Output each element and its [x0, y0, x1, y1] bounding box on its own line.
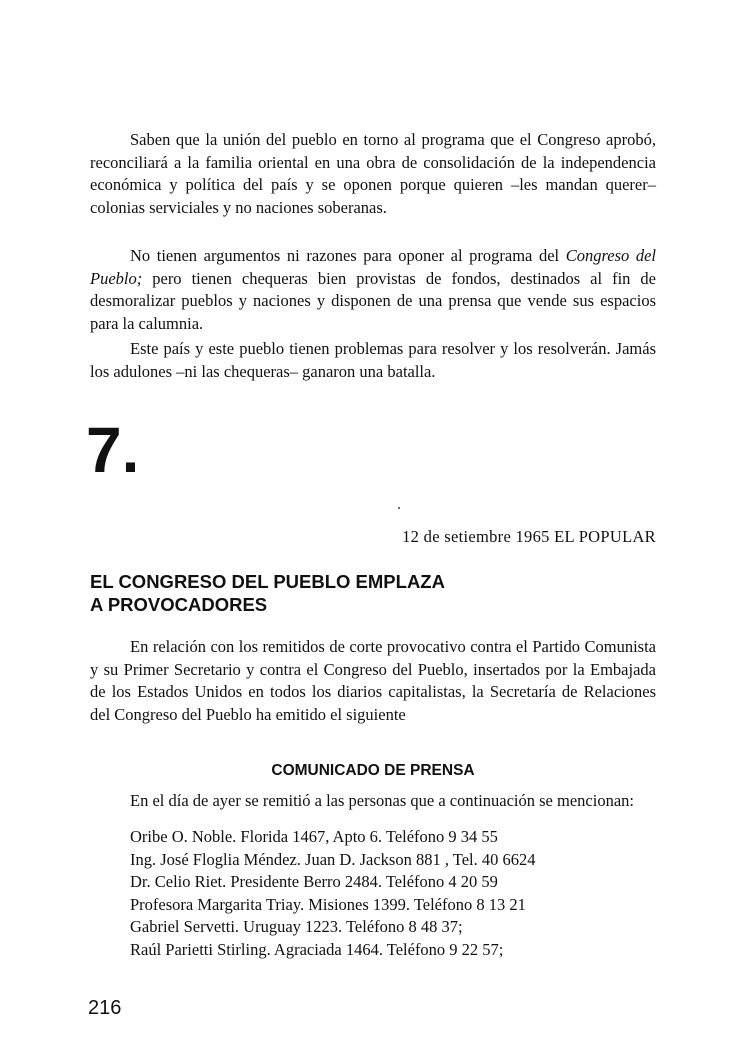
recipient-entry: Profesora Margarita Triay. Misiones 1399. Teléfono 8 13 21	[130, 894, 526, 914]
recipient-entry: Gabriel Servetti. Uruguay 1223. Teléfono 8 48 37;	[130, 917, 463, 937]
communique-heading: COMUNICADO DE PRENSA	[271, 762, 475, 779]
article-title	[90, 570, 656, 616]
paragraph-text: En relación con los remitidos de corte provocativo contra el Partido Comunista y su Primer Secretario y contra el Congreso del Pueblo, insertados por la Embajada de los Estados Unidos en todos los diarios capitalistas, la Secretaría de Relaciones del Congreso del Pueblo ha emitido el siguiente	[90, 637, 656, 724]
paragraph-text: Este país y este pueblo tienen problemas para resolver y los resolverán. Jamás los adulones –ni las chequeras– ganaron una batalla.	[90, 339, 656, 381]
paragraph-text: En el día de ayer se remitió a las personas que a continuación se mencionan:	[130, 791, 634, 810]
recipient-entry: Oribe O. Noble. Florida 1467, Apto 6. Teléfono 9 34 55	[130, 827, 498, 846]
page-number: 216	[88, 997, 122, 1019]
recipient-entry: Ing. José Floglia Méndez. Juan D. Jackson 881 , Tel. 40 6624	[130, 849, 536, 869]
article-intro-paragraph	[90, 636, 656, 726]
article-dateline: 12 de setiembre 1965 EL POPULAR	[402, 527, 656, 546]
recipient-entry: Dr. Celio Riet. Presidente Berro 2484. Teléfono 4 20 59	[130, 872, 498, 892]
paragraph-text: Saben que la unión del pueblo en torno al programa que el Congreso aprobó, reconciliará a la familia oriental en una obra de consolidación de la independencia económica y política del país y se oponen porque quieren –les mandan querer– colonias serviciales y no naciones soberanas.	[90, 130, 656, 217]
paragraph-no-tienen-argumentos	[90, 245, 656, 335]
paragraph-este-pais	[90, 338, 656, 383]
paragraph-union-del-pueblo	[90, 129, 656, 219]
paragraph-lead-text: No tienen argumentos ni razones para oponer al programa del	[130, 246, 566, 265]
paragraph-rest-text: pero tienen chequeras bien provistas de fondos, destinados al fin de desmoralizar pueblos y naciones y disponen de una prensa que vende sus espacios para la calumnia.	[90, 268, 656, 333]
article-title-line-2: A PROVOCADORES	[90, 594, 268, 615]
paragraph-italic-text: Congreso del Pueblo;	[90, 246, 657, 288]
print-speck	[398, 507, 400, 509]
recipient-list	[130, 826, 656, 962]
article-title-line-1: EL CONGRESO DEL PUEBLO EMPLAZA	[90, 571, 445, 592]
communique-intro-paragraph	[90, 790, 656, 813]
chapter-number: 7.	[86, 414, 140, 486]
recipient-entry: Raúl Parietti Stirling. Agraciada 1464. Teléfono 9 22 57;	[130, 939, 504, 959]
